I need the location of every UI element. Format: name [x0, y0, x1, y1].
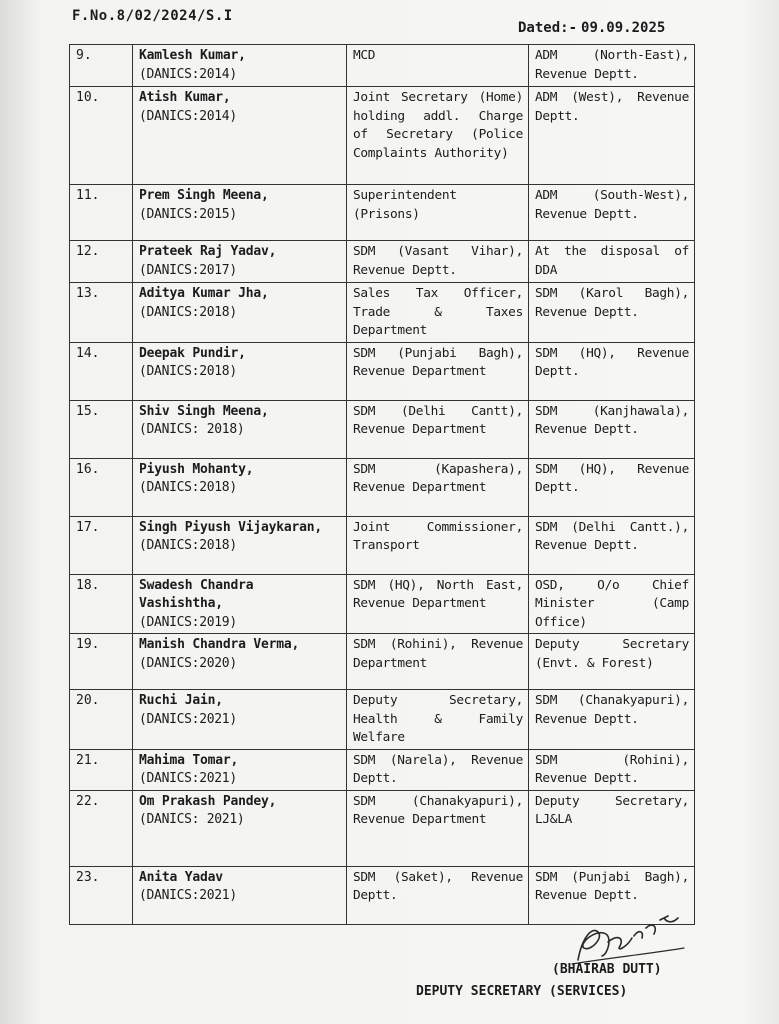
transfer-posting-table	[69, 44, 695, 925]
new-posting: At the disposal of DDA	[529, 241, 695, 283]
officer-name: Atish Kumar,	[139, 90, 231, 105]
serial-number: 18.	[70, 574, 133, 634]
table-row	[70, 790, 695, 866]
officer-cell	[133, 185, 347, 241]
officer-batch: (DANICS:2018)	[139, 480, 237, 495]
officer-name: Singh Piyush Vijaykaran,	[139, 519, 323, 535]
officer-cell	[133, 690, 347, 750]
officer-batch: (DANICS:2021)	[139, 711, 237, 727]
new-posting: ADM (South-West), Revenue Deptt.	[529, 185, 695, 241]
new-posting: SDM (Punjabi Bagh), Revenue Deptt.	[529, 866, 695, 924]
present-posting: MCD	[347, 45, 529, 87]
present-posting: SDM (Narela), Revenue Deptt.	[347, 749, 529, 790]
new-posting: SDM (Delhi Cantt.), Revenue Deptt.	[529, 516, 695, 574]
officer-name: Anita Yadav	[139, 869, 223, 885]
officer-batch: (DANICS: 2018)	[139, 422, 245, 437]
serial-number: 13.	[70, 283, 133, 343]
present-posting: SDM (HQ), North East, Revenue Department	[347, 574, 529, 634]
table-row	[70, 87, 695, 185]
new-posting: ADM (North-East), Revenue Deptt.	[529, 45, 695, 87]
officer-cell	[133, 241, 347, 283]
officer-name: Aditya Kumar Jha,	[139, 286, 269, 301]
present-posting: Joint Commissioner, Transport	[347, 516, 529, 574]
officer-name: Mahima Tomar,	[139, 752, 239, 768]
dated-label: Dated:-	[518, 20, 578, 36]
officer-cell	[133, 87, 347, 185]
officer-cell	[133, 458, 347, 516]
serial-number: 12.	[70, 241, 133, 283]
officer-cell	[133, 45, 347, 87]
table-row	[70, 185, 695, 241]
handwritten-signature	[568, 908, 688, 968]
table-row	[70, 241, 695, 283]
officer-batch: (DANICS:2015)	[139, 206, 237, 222]
table-row	[70, 342, 695, 400]
new-posting: SDM (Chanakyapuri), Revenue Deptt.	[529, 690, 695, 750]
serial-number: 10.	[70, 87, 133, 185]
present-posting: SDM (Kapashera), Revenue Department	[347, 458, 529, 516]
officer-cell	[133, 866, 347, 924]
new-posting: SDM (Rohini), Revenue Deptt.	[529, 749, 695, 790]
present-posting: Joint Secretary (Home) holding addl. Charge of Secretary (Police Complaints Authority)	[347, 87, 529, 185]
serial-number: 11.	[70, 185, 133, 241]
officer-cell	[133, 342, 347, 400]
new-posting: Deputy Secretary (Envt. & Forest)	[529, 634, 695, 690]
officer-cell	[133, 790, 347, 866]
serial-number: 16.	[70, 458, 133, 516]
officer-name: Shiv Singh Meena,	[139, 403, 269, 419]
new-posting: Deputy Secretary, LJ&LA	[529, 790, 695, 866]
officer-batch: (DANICS:2018)	[139, 364, 237, 379]
officer-name: Swadesh Chandra Vashishtha,	[139, 577, 254, 611]
officer-batch: (DANICS:2014)	[139, 66, 237, 82]
present-posting: SDM (Punjabi Bagh), Revenue Department	[347, 342, 529, 400]
serial-number: 17.	[70, 516, 133, 574]
signatory-designation: DEPUTY SECRETARY (SERVICES)	[416, 984, 628, 999]
officer-cell	[133, 283, 347, 343]
officer-batch: (DANICS:2014)	[139, 108, 237, 124]
table-row	[70, 749, 695, 790]
officer-batch: (DANICS:2017)	[139, 262, 237, 278]
new-posting: SDM (HQ), Revenue Deptt.	[529, 342, 695, 400]
table-row	[70, 400, 695, 458]
present-posting: Superintendent (Prisons)	[347, 185, 529, 241]
officer-batch: (DANICS:2021)	[139, 888, 237, 903]
present-posting: SDM (Chanakyapuri), Revenue Department	[347, 790, 529, 866]
present-posting: SDM (Delhi Cantt), Revenue Department	[347, 400, 529, 458]
new-posting: SDM (Kanjhawala), Revenue Deptt.	[529, 400, 695, 458]
new-posting: OSD, O/o Chief Minister (Camp Office)	[529, 574, 695, 634]
officer-name: Deepak Pundir,	[139, 345, 246, 361]
dated-line	[514, 20, 665, 36]
officer-batch: (DANICS:2020)	[139, 655, 237, 671]
new-posting: SDM (HQ), Revenue Deptt.	[529, 458, 695, 516]
officer-name: Prateek Raj Yadav,	[139, 244, 277, 259]
present-posting: Deputy Secretary, Health & Family Welfare	[347, 690, 529, 750]
present-posting: SDM (Saket), Revenue Deptt.	[347, 866, 529, 924]
officer-name: Prem Singh Meena,	[139, 188, 269, 203]
officer-batch: (DANICS:2019)	[139, 614, 237, 630]
present-posting: Sales Tax Officer, Trade & Taxes Department	[347, 283, 529, 343]
officer-batch: (DANICS: 2021)	[139, 812, 245, 827]
officer-name: Kamlesh Kumar,	[139, 48, 246, 63]
new-posting: SDM (Karol Bagh), Revenue Deptt.	[529, 283, 695, 343]
serial-number: 20.	[70, 690, 133, 750]
officer-batch: (DANICS:2018)	[139, 304, 237, 320]
serial-number: 9.	[70, 45, 133, 87]
new-posting: ADM (West), Revenue Deptt.	[529, 87, 695, 185]
file-number: F.No.8/02/2024/S.I	[72, 8, 233, 24]
table-row	[70, 574, 695, 634]
dated-value: 09.09.2025	[581, 20, 666, 36]
table-row	[70, 458, 695, 516]
serial-number: 19.	[70, 634, 133, 690]
serial-number: 15.	[70, 400, 133, 458]
officer-cell	[133, 516, 347, 574]
officer-batch: (DANICS:2018)	[139, 538, 237, 553]
serial-number: 22.	[70, 790, 133, 866]
serial-number: 23.	[70, 866, 133, 924]
officer-cell	[133, 749, 347, 790]
present-posting: SDM (Rohini), Revenue Department	[347, 634, 529, 690]
serial-number: 14.	[70, 342, 133, 400]
table-row	[70, 283, 695, 343]
officer-cell	[133, 634, 347, 690]
officer-batch: (DANICS:2021)	[139, 771, 237, 786]
table-row	[70, 634, 695, 690]
table-row	[70, 516, 695, 574]
officer-cell	[133, 400, 347, 458]
table-row	[70, 690, 695, 750]
serial-number: 21.	[70, 749, 133, 790]
officer-name: Om Prakash Pandey,	[139, 793, 277, 809]
table-row	[70, 45, 695, 87]
officer-name: Manish Chandra Verma,	[139, 637, 300, 652]
officer-name: Ruchi Jain,	[139, 693, 223, 708]
officer-cell	[133, 574, 347, 634]
signatory-name: (BHAIRAB DUTT)	[552, 962, 662, 977]
officer-name: Piyush Mohanty,	[139, 461, 254, 477]
present-posting: SDM (Vasant Vihar), Revenue Deptt.	[347, 241, 529, 283]
